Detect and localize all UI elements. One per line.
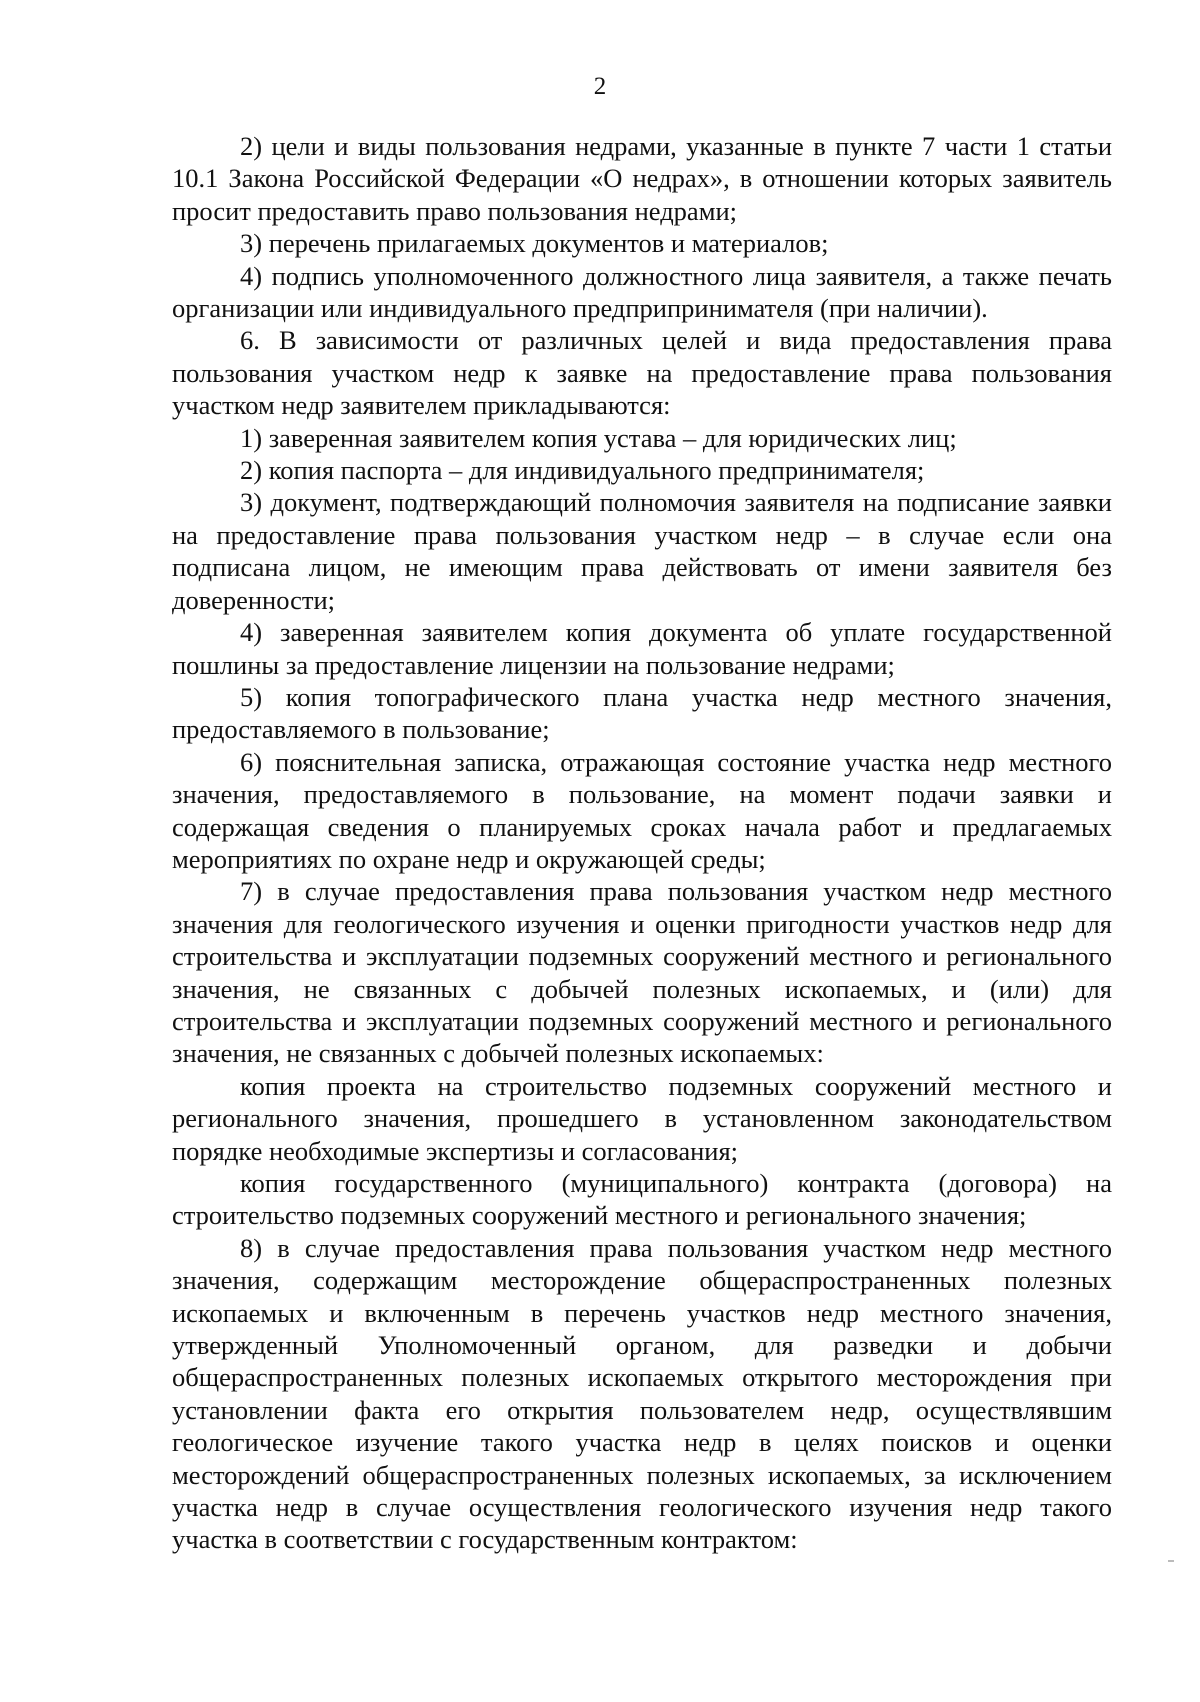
paragraph-clause-6-item-2: 2) копия паспорта – для индивидуального предпринимателя; xyxy=(240,455,925,486)
paragraph-clause-6: 6. В зависимости от различных целей и вида предоставления права пользования участком недр к заявке на предоставление права пользования участком недр заявителем прикладываются: xyxy=(172,325,1112,421)
paragraph-clause-6-item-7-a: копия проекта на строительство подземных сооружений местного и регионального значения, прошедшего в установленном законодательством порядке необходимые экспертизы и согласования; xyxy=(172,1070,1112,1166)
paragraph-item-2: 2) цели и виды пользования недрами, указанные в пункте 7 части 1 статьи 10.1 Закона Российской Федерации «О недрах», в отношении которых заявитель просит предоставить право пользования недрами; xyxy=(172,131,1112,226)
paragraph-clause-6-item-1: 1) заверенная заявителем копия устава – для юридических лиц; xyxy=(240,422,957,453)
paragraph-clause-6-item-7-b: копия государственного (муниципального) контракта (договора) на строительство подземных сооружений местного и регионального значения; xyxy=(172,1168,1112,1231)
paragraph-clause-6-item-6: 6) пояснительная записка, отражающая состояние участка недр местного значения, предоставляемого в пользование, на момент подачи заявки и содержащая сведения о планируемых сроках начала работ и предлагаемых мероприятиях по охране недр и окружающей среды; xyxy=(172,746,1112,874)
paragraph-clause-6-item-7: 7) в случае предоставления права пользования участком недр местного значения для геологического изучения и оценки пригодности участков недр для строительства и эксплуатации подземных сооружений местного и регионального значения, не связанных с добычей полезных ископаемых, и (или) для строительства и эксплуатации подземных сооружений местного и регионального значения, не связанных с добычей полезных ископаемых: xyxy=(172,876,1112,1069)
paragraph-clause-6-item-4: 4) заверенная заявителем копия документа об уплате государственной пошлины за предоставление лицензии на пользование недрами; xyxy=(172,617,1112,680)
scan-artifact xyxy=(1168,1560,1174,1562)
paragraph-item-4: 4) подпись уполномоченного должностного лица заявителя, а также печать организации или индивидуального предприпринимателя (при наличии). xyxy=(172,260,1112,324)
paragraph-clause-6-item-8: 8) в случае предоставления права пользования участком недр местного значения, содержащим месторождение общераспространенных полезных ископаемых и включенным в перечень участков недр местного значения, утвержденный Уполномоченный органом, для разведки и добычи общераспространенных полезных ископаемых открытого месторождения при установлении факта его открытия пользователем недр, осуществлявшим геологическое изучение такого участка недр в целях поисков и оценки месторождений общераспространенных полезных ископаемых, за исключением участка недр в случае осуществления геологического изучения недр такого участка в соответствии с государственным контрактом: xyxy=(172,1232,1112,1555)
paragraph-item-3: 3) перечень прилагаемых документов и материалов; xyxy=(240,228,829,259)
document-body xyxy=(172,130,1112,1556)
paragraph-clause-6-item-3: 3) документ, подтверждающий полномочия заявителя на подписание заявки на предоставление права пользования участком недр – в случае если она подписана лицом, не имеющим права действовать от имени заявителя без доверенности; xyxy=(172,487,1112,615)
page-number: 2 xyxy=(593,73,607,100)
paragraph-clause-6-item-5: 5) копия топографического плана участка недр местного значения, предоставляемого в пользование; xyxy=(172,681,1112,745)
